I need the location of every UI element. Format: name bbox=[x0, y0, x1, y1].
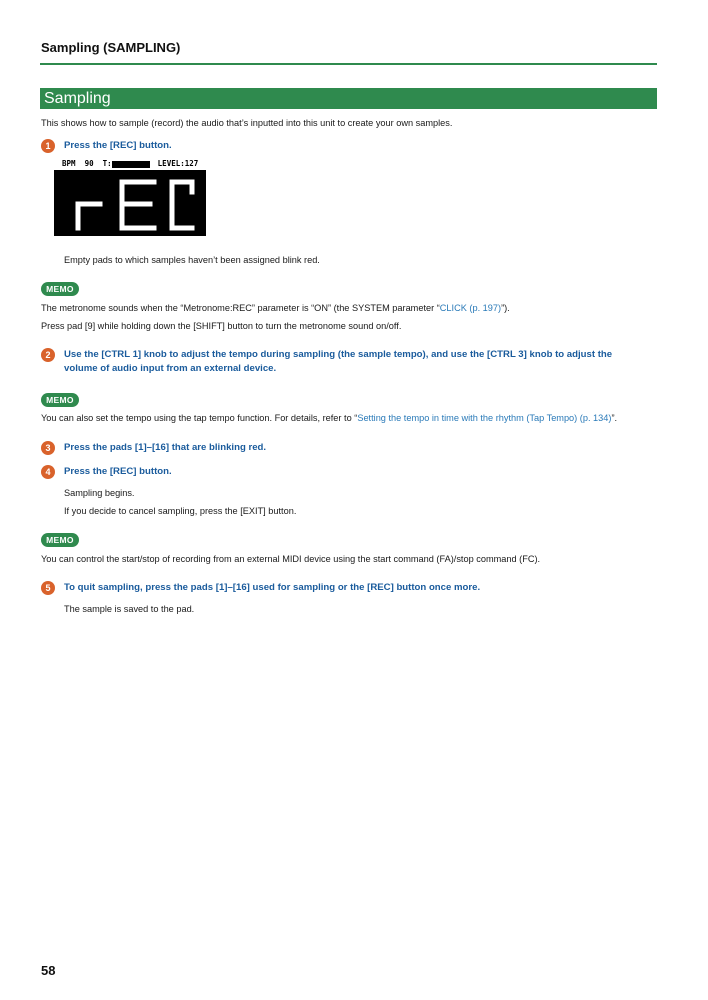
step-3-text: Press the pads [1]–[16] that are blinking red. bbox=[64, 442, 267, 453]
step-number-5: 5 bbox=[41, 581, 55, 595]
lcd-rec-display bbox=[54, 170, 206, 236]
chapter-title: Sampling (SAMPLING) bbox=[41, 40, 181, 55]
section-title: Sampling bbox=[44, 90, 111, 107]
step-4-text: Press the [REC] button. bbox=[64, 466, 172, 477]
click-page-link[interactable]: CLICK (p. 197) bbox=[439, 303, 502, 313]
memo-badge-3: MEMO bbox=[41, 533, 79, 547]
page-number: 58 bbox=[41, 963, 56, 978]
chapter-divider bbox=[40, 63, 657, 65]
memo-2-text: You can also set the tempo using the tap tempo function. For details, refer to “Setting the tempo in time with the rhythm (Tap Tempo) (p. 134)”. bbox=[41, 413, 618, 423]
step-number-1: 1 bbox=[41, 139, 55, 153]
step-1-text: Press the [REC] button. bbox=[64, 140, 172, 151]
lcd-screen bbox=[54, 170, 206, 236]
lcd-t-label: T: bbox=[102, 159, 112, 168]
lcd-bpm-label: BPM bbox=[62, 159, 76, 168]
step-number-3: 3 bbox=[41, 441, 55, 455]
step-number-2: 2 bbox=[41, 348, 55, 362]
step-number-4: 4 bbox=[41, 465, 55, 479]
memo-1-line-2: Press pad [9] while holding down the [SHIFT] button to turn the metronome sound on/off. bbox=[41, 321, 402, 331]
intro-paragraph: This shows how to sample (record) the audio that’s inputted into this unit to create your own samples. bbox=[41, 118, 453, 128]
step-4-note-1: Sampling begins. bbox=[64, 488, 135, 498]
step-2-text-line-1: Use the [CTRL 1] knob to adjust the tempo during sampling (the sample tempo), and use the [CTRL 3] knob to adjust the bbox=[64, 349, 613, 360]
lcd-level-label: LEVEL:127 bbox=[157, 159, 199, 168]
lcd-status-line bbox=[62, 159, 198, 169]
step-2-text-line-2: volume of audio input from an external device. bbox=[64, 363, 277, 374]
step-4-note-2: If you decide to cancel sampling, press the [EXIT] button. bbox=[64, 506, 297, 516]
section-header bbox=[40, 88, 657, 109]
tap-tempo-link[interactable]: Setting the tempo in time with the rhythm (Tap Tempo) (p. 134) bbox=[357, 413, 612, 423]
lcd-bpm-value: 90 bbox=[84, 159, 94, 168]
step-5-text: To quit sampling, press the pads [1]–[16] used for sampling or the [REC] button once more. bbox=[64, 582, 481, 593]
lcd-progress-bar bbox=[112, 161, 150, 168]
memo-3-text: You can control the start/stop of recording from an external MIDI device using the start command (FA)/stop command (FC). bbox=[41, 554, 541, 564]
memo-badge-2: MEMO bbox=[41, 393, 79, 407]
step-1-note: Empty pads to which samples haven’t been assigned blink red. bbox=[64, 255, 320, 265]
memo-1-line-1: The metronome sounds when the “Metronome:REC” parameter is “ON” (the SYSTEM parameter “CLICK (p. 197)”). bbox=[41, 303, 510, 313]
step-5-note: The sample is saved to the pad. bbox=[64, 604, 195, 614]
memo-badge-1: MEMO bbox=[41, 282, 79, 296]
